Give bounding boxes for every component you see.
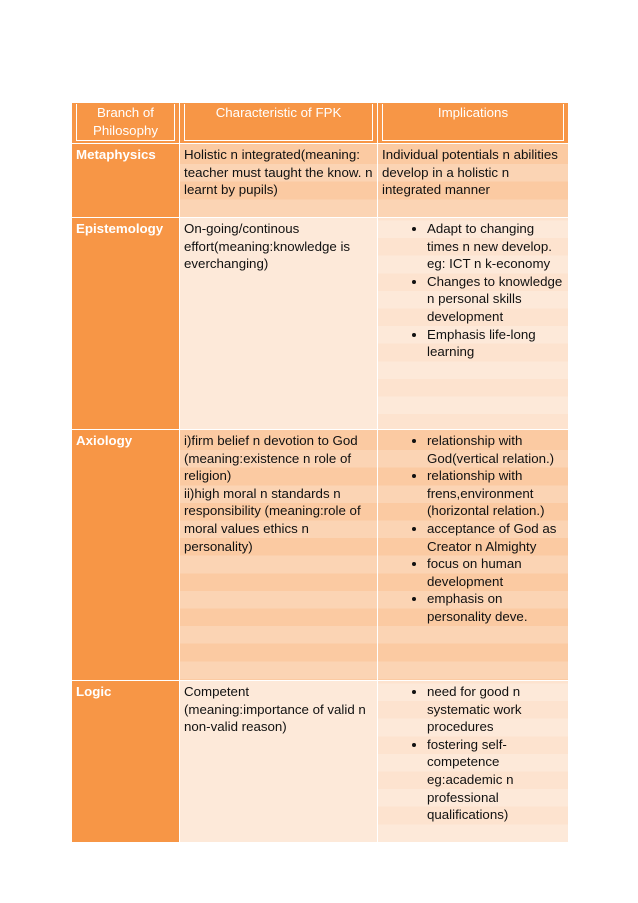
philosophy-table [71, 102, 569, 843]
implications-cell [378, 430, 569, 681]
branch-cell: Logic [72, 681, 180, 843]
header-row [72, 103, 569, 144]
characteristic-cell: On-going/continous effort(meaning:knowledge is everchanging) [180, 218, 378, 430]
branch-cell: Metaphysics [72, 144, 180, 218]
list-item: • fostering self-competence eg:academic n professional qualifications) [427, 736, 564, 824]
list-item: • emphasis on personality deve. [427, 590, 564, 625]
implications-list [382, 220, 564, 361]
implications-cell [378, 681, 569, 843]
list-item: • Emphasis life-long learning [427, 326, 564, 361]
characteristic-cell: Competent (meaning:importance of valid n non-valid reason) [180, 681, 378, 843]
list-item: • relationship with frens,environment (horizontal relation.) [427, 467, 564, 520]
implications-list [382, 683, 564, 824]
branch-cell: Epistemology [72, 218, 180, 430]
table-row [72, 430, 569, 681]
implications-list [382, 432, 564, 626]
list-item: • Changes to knowledge n personal skills development [427, 273, 564, 326]
list-item: • focus on human development [427, 555, 564, 590]
branch-cell: Axiology [72, 430, 180, 681]
characteristic-line: ii)high moral n standards n responsibility (meaning:role of moral values ethics n personality) [184, 485, 361, 554]
characteristic-line: i)firm belief n devotion to God (meaning:existence n role of religion) [184, 433, 358, 484]
header-branch: Branch of Philosophy [72, 103, 180, 144]
table-row [72, 144, 569, 218]
header-implications: Implications [378, 103, 569, 144]
list-item: • need for good n systematic work procedures [427, 683, 564, 736]
list-item: • Adapt to changing times n new develop. eg: ICT n k-economy [427, 220, 564, 273]
table-row [72, 218, 569, 430]
list-item: • acceptance of God as Creator n Almighty [427, 520, 564, 555]
implications-cell: Individual potentials n abilities develop in a holistic n integrated manner [378, 144, 569, 218]
implications-cell [378, 218, 569, 430]
characteristic-cell [180, 430, 378, 681]
header-characteristic: Characteristic of FPK [180, 103, 378, 144]
characteristic-cell: Holistic n integrated(meaning: teacher must taught the know. n learnt by pupils) [180, 144, 378, 218]
list-item: • relationship with God(vertical relation.) [427, 432, 564, 467]
table-row [72, 681, 569, 843]
